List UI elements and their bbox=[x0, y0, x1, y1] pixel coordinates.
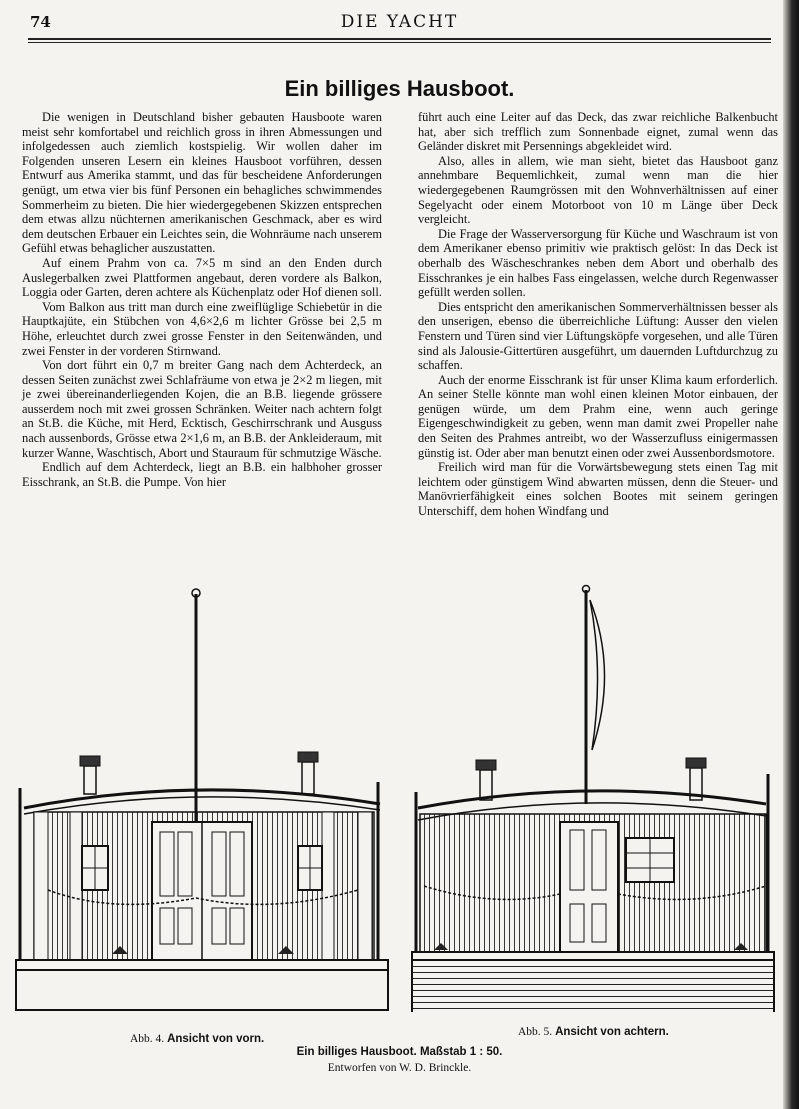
page-binding-edge bbox=[783, 0, 799, 1109]
magazine-title: DIE YACHT bbox=[340, 12, 459, 32]
page-number: 74 bbox=[30, 13, 51, 31]
figure-4-title: Ansicht von vorn. bbox=[167, 1033, 265, 1045]
figure-5-number: Abb. 5. bbox=[518, 1026, 553, 1038]
right-column bbox=[418, 110, 778, 519]
figure-4-number: Abb. 4. bbox=[130, 1033, 165, 1045]
drawing-caption-title: Ein billiges Hausboot. bbox=[296, 1046, 417, 1058]
paragraph: Dies entspricht den amerikanischen Sommerverhältnissen besser als den unserigen, ebenso die überreichliche Lüftung: Ausser den vielen Fenstern und Türen sind vier Lüftungsköpfe vorgesehen, und alle Türen sind als Jalousie-Gittertüren ausgeführt, um dauernden Luftdurchzug zu schaffen. bbox=[418, 299, 778, 373]
figure-4-caption bbox=[130, 1033, 264, 1045]
header-rule bbox=[28, 38, 771, 43]
paragraph: Endlich auf dem Achterdeck, liegt an B.B. ein halbhoher grosser Eisschrank, an St.B. die Pumpe. Von hier bbox=[22, 460, 382, 489]
paragraph: Vom Balkon aus tritt man durch eine zweiflüglige Schiebetür in die Hauptkajüte, ein Stübchen von 4,6×2,6 m lichter Grösse bei 2,5 m Höhe, erleuchtet durch zwei grosse Fenster in den Seitenwänden, und zwei Fenster in der vorderen Stirnwand. bbox=[22, 299, 382, 358]
rear-view-drawing bbox=[412, 586, 774, 1013]
paragraph: Die wenigen in Deutschland bisher gebauten Hausboote waren meist sehr komfortabel und reichlich gross in ihren Abmessungen und infolgedessen auch ziemlich kostspielig. Wir wollen daher im Folgenden unseren Lesern ein kleines Hausboot vorführen, dessen Entwurf aus Amerika stammt, und das für bescheidene Anforderungen genügt, um etwa vier bis fünf Personen ein behagliches schwimmendes Sommerheim zu bieten. Die hier wiedergegebenen Skizzen entsprechen dem etwas allzu nüchternen amerikanischen Geschmack, aber es wird dem deutschen Erbauer ein Leichtes sein, die Wohnräume nach unserem Gefühl etwas behaglicher auszustatten. bbox=[22, 110, 382, 256]
left-column bbox=[22, 110, 382, 489]
front-view-drawing bbox=[16, 589, 388, 1010]
figure-5-title: Ansicht von achtern. bbox=[555, 1026, 669, 1038]
figure-5-caption bbox=[518, 1026, 669, 1038]
paragraph: führt auch eine Leiter auf das Deck, das zwar reichliche Balkenbucht hat, aber sich trefflich zum Sonnenbade eignet, zumal wenn das Geländer diskret mit Persennings abgekleidet wird. bbox=[418, 110, 778, 154]
houseboat-drawings bbox=[12, 582, 782, 1012]
drawing-caption bbox=[0, 1046, 799, 1058]
drawing-scale: Maßstab 1 : 50. bbox=[419, 1046, 503, 1058]
paragraph: Freilich wird man für die Vorwärtsbewegung stets einen Tag mit leichtem oder günstigem Wind abwarten müssen, denn die Steuer- und Manövrierfähigkeit eines solchen Bootes mit seinem geringen Unterschiff, dem hohen Windfang und bbox=[418, 460, 778, 519]
designer-credit: Entworfen von W. D. Brinckle. bbox=[327, 1062, 472, 1074]
article-title: Ein billiges Hausboot. bbox=[284, 76, 515, 101]
paragraph: Auch der enorme Eisschrank ist für unser Klima kaum erforderlich. An seiner Stelle könnte man wohl einen kleinen Motor einbauen, der genügen würde, um dem Prahm eine, wenn auch geringe Eigengeschwindigkeit zu geben, wenn man damit zwei Propeller nahe den Seiten des Prahmes antreibt, wo der Wasserzufluss einigermassen günstig ist. Oder aber man benutzt einen oder zwei Aussenbordsmotore. bbox=[418, 372, 778, 460]
paragraph: Von dort führt ein 0,7 m breiter Gang nach dem Achterdeck, an dessen Seiten zunächst zwei Schlafräume von etwa je 2×2 m liegen, mit je zwei übereinanderliegenden Kojen, die an B.B. liegende grössere ausserdem noch mit zwei grossen Schränken. Weiter nach achtern folgt an St.B. die Küche, mit Herd, Ecktisch, Geschirrschrank und Ausguss nach aussenbords, Grösse etwa 2×1,6 m, an B.B. der Ankleideraum, mit kurzer Wanne, Waschtisch, Abort und Stauraum für schmutzige Wäsche. bbox=[22, 358, 382, 460]
page-header bbox=[30, 10, 769, 36]
paragraph: Also, alles in allem, wie man sieht, bietet das Hausboot ganz annehmbare Bequemlichkeit, zumal wenn man die hier wiedergegebenen Raumgrössen mit den Wohnverhältnissen auf einer Segelyacht oder einem Motorboot von 10 m Länge über Deck vergleicht. bbox=[418, 153, 778, 227]
paragraph: Auf einem Prahm von ca. 7×5 m sind an den Enden durch Auslegerbalken zwei Plattformen angebaut, deren vordere als Balkon, Loggia oder Garten, deren achtere als Küchenplatz oder Hof dienen soll. bbox=[22, 255, 382, 300]
paragraph: Die Frage der Wasserversorgung für Küche und Waschraum ist von dem Amerikaner ebenso primitiv wie praktisch gelöst: In das Deck ist oberhalb des Wäscheschrankes neben dem Abort und oberhalb des Eisschrankes je ein halbes Fass eingelassen, welche durch Regenwasser gefüllt werden sollen. bbox=[418, 226, 778, 300]
